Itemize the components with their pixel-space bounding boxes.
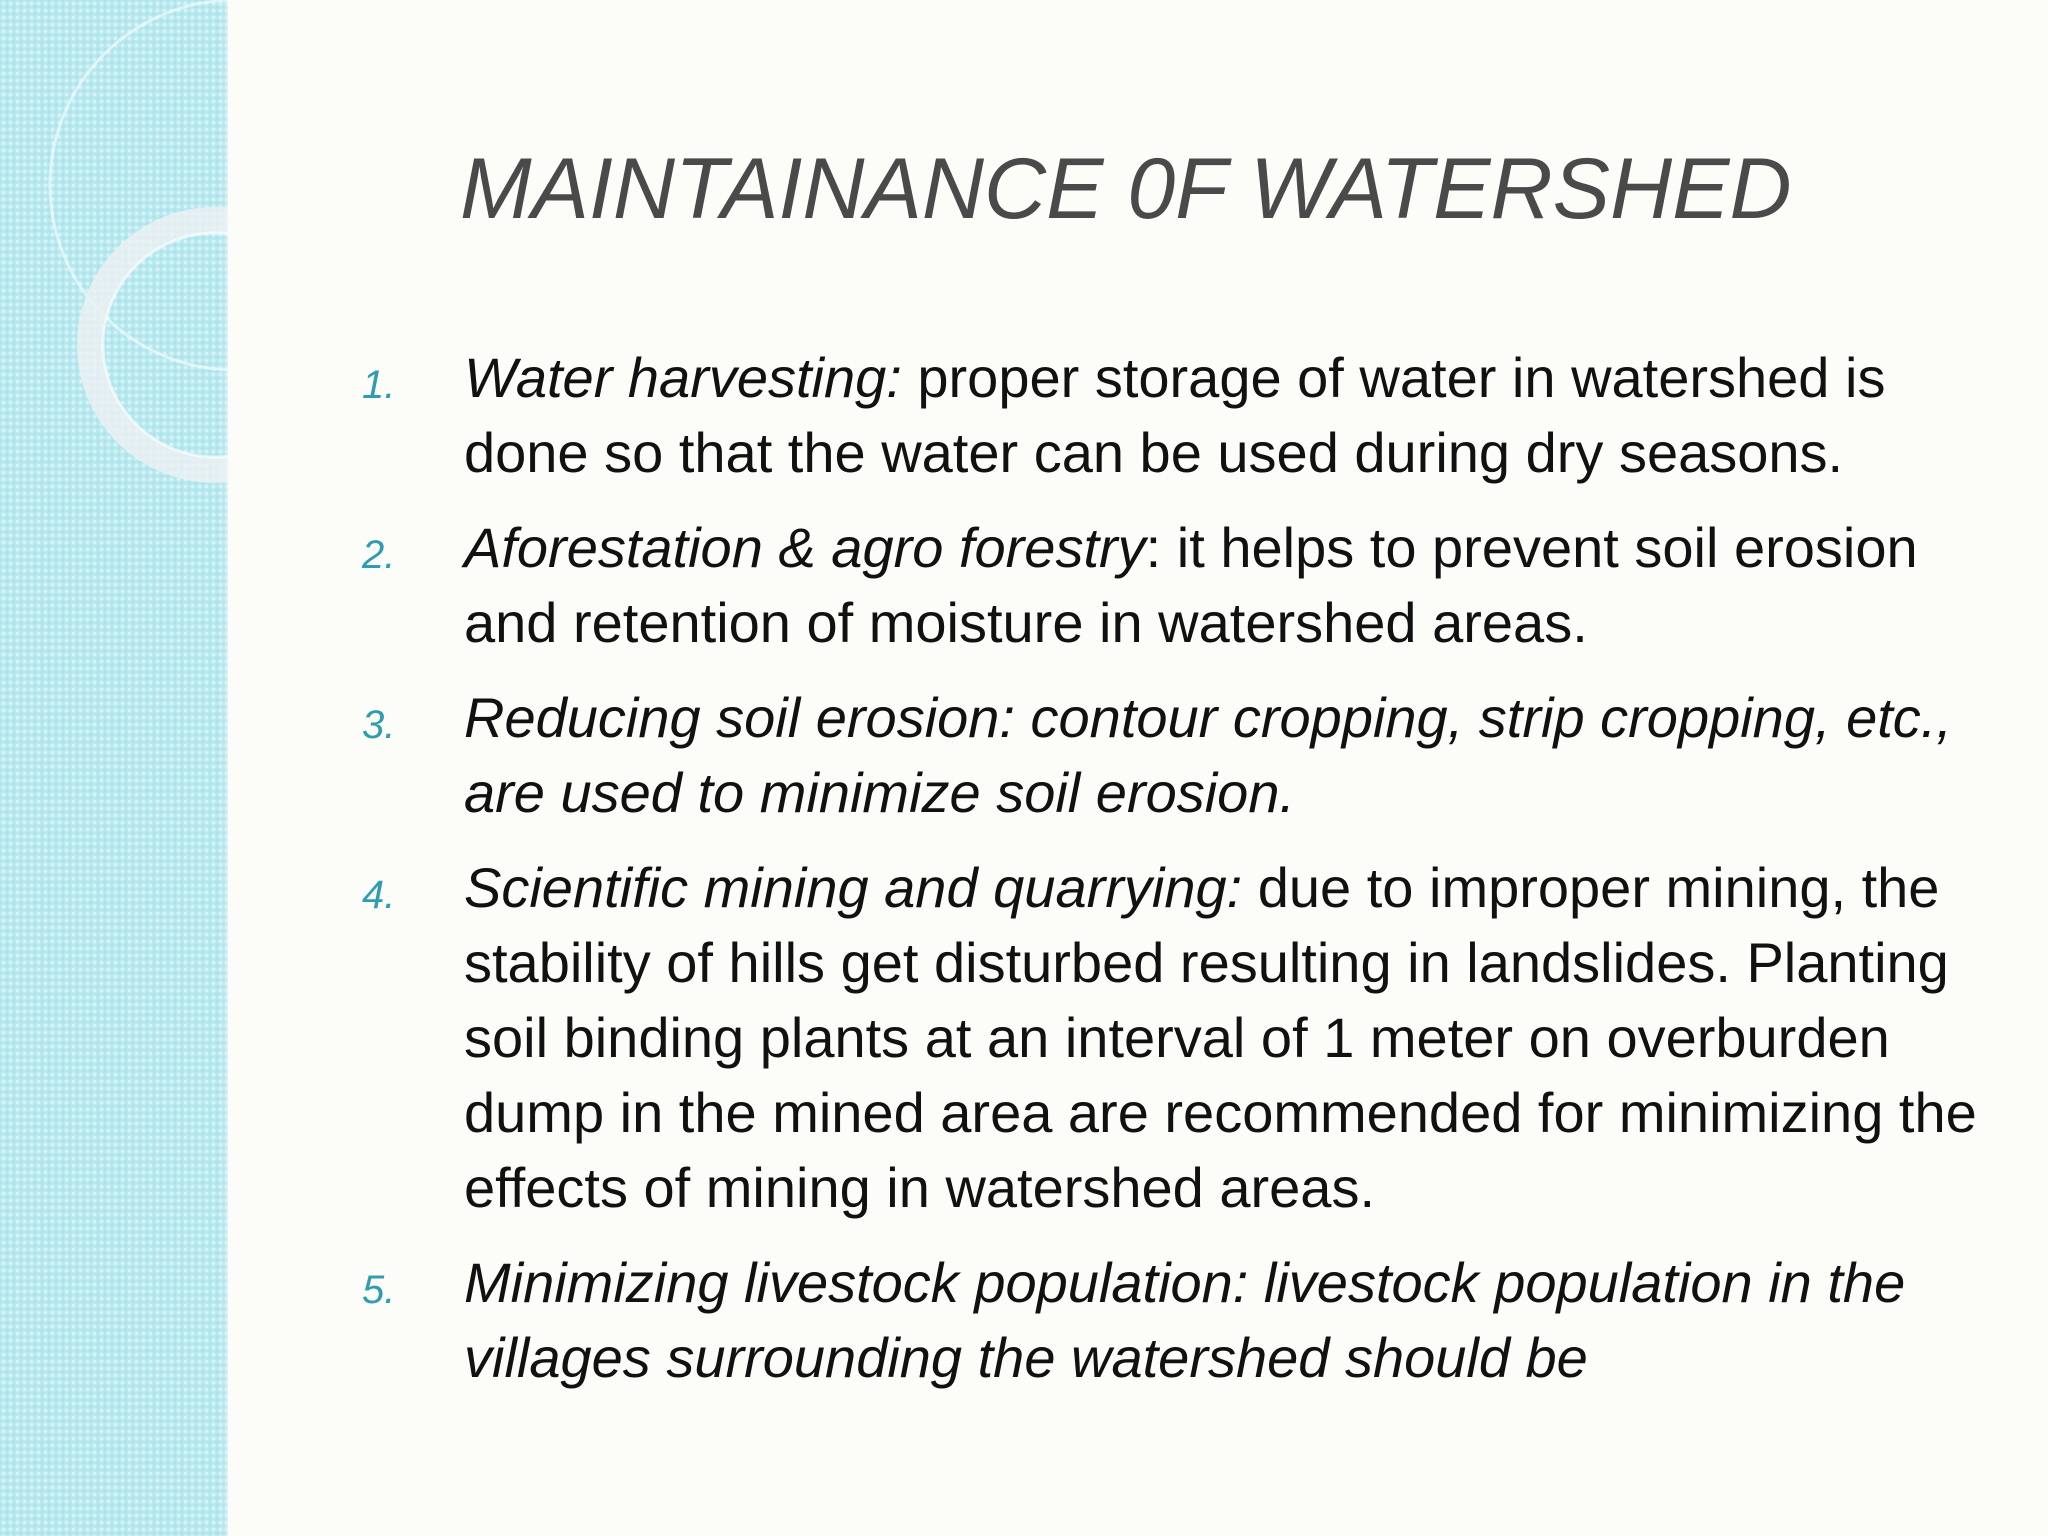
item-lead: Scientific mining and quarrying: xyxy=(464,856,1243,919)
list-item xyxy=(362,680,1982,830)
list-item xyxy=(362,1245,1982,1395)
list-item xyxy=(362,510,1982,660)
item-number: 1. xyxy=(362,363,396,407)
item-number: 5. xyxy=(362,1268,396,1312)
item-text: due to improper mining, the stability of hills get disturbed resulting in landslides. Planting soil binding plants at an interval of 1 meter on overburden dump in the mined area are recommended for minimizing the effects of mining in watershed areas. xyxy=(464,856,1977,1219)
list-item xyxy=(362,340,1982,490)
medium-ring-shape xyxy=(90,220,228,470)
item-number: 2. xyxy=(362,533,396,577)
decorative-rings-graphic xyxy=(0,0,228,1536)
numbered-list xyxy=(362,340,1982,1415)
list-item xyxy=(362,850,1982,1225)
decorative-side-band xyxy=(0,0,228,1536)
item-text: : it helps to prevent soil erosion and retention of moisture in watershed areas. xyxy=(464,516,1918,654)
item-text: proper storage of water in watershed is done so that the water can be used during dry seasons. xyxy=(464,346,1886,484)
item-lead: Aforestation & agro forestry xyxy=(464,516,1146,579)
item-lead: Water harvesting: xyxy=(464,346,902,409)
item-lead: Minimizing livestock population: livestock population in the villages surrounding the watershed should be xyxy=(464,1251,1906,1389)
item-number: 3. xyxy=(362,703,396,747)
large-ring-shape xyxy=(50,0,228,370)
slide-title: MAINTAINANCE 0F WATERSHED xyxy=(460,141,1792,237)
item-number: 4. xyxy=(362,873,396,917)
item-lead: Reducing soil erosion: contour cropping, strip cropping, etc., are used to minimize soil erosion. xyxy=(464,686,1952,824)
